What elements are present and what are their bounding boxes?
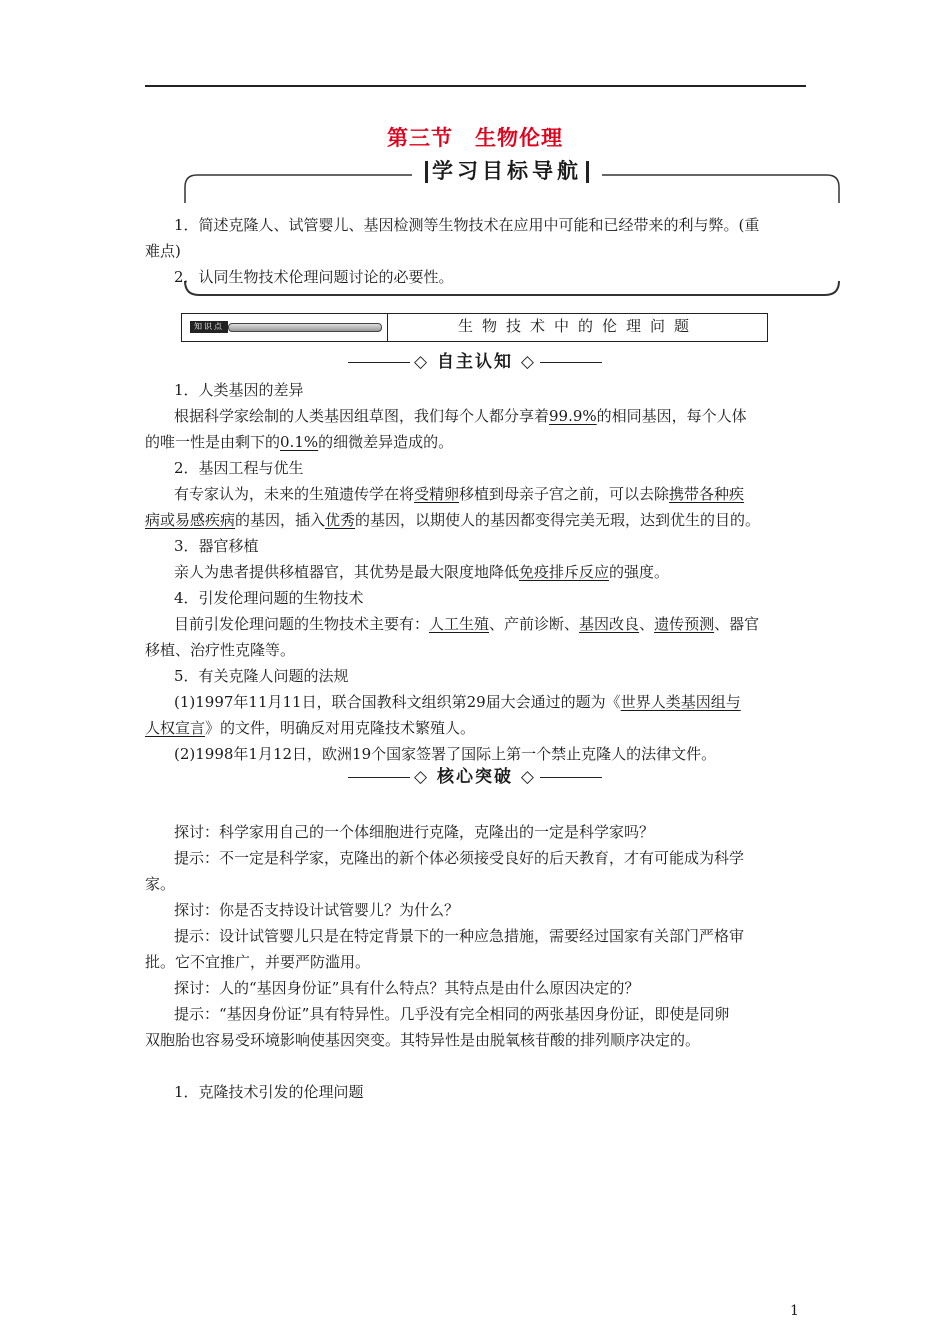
decorative-bar — [228, 323, 382, 332]
item-5-law-2: (2)1998年1月12日，欧洲19个国家签署了国际上第一个禁止克隆人的法律文件。 — [174, 745, 717, 763]
qa-answer-3-cont: 双胞胎也容易受环境影响使基因突变。其特异性是由脱氧核苷酸的排列顺序决定的。 — [145, 1031, 701, 1049]
item-1-text: 根据科学家绘制的人类基因组草图，我们每个人都分享着99.9%的相同基因，每个人体 — [174, 407, 747, 425]
qa-question-2: 探讨：你是否支持设计试管婴儿？为什么？ — [174, 901, 460, 919]
qa-question-1: 探讨：科学家用自己的一个体细胞进行克隆，克隆出的一定是科学家吗？ — [174, 823, 655, 841]
qa-answer-2-cont: 批。它不宜推广，并要严防滥用。 — [145, 953, 371, 971]
learning-goals-label: 学习目标导航 — [412, 156, 602, 186]
page-title: 第三节 生物伦理 — [387, 125, 563, 150]
knowledge-point-badge: 知识点 — [190, 321, 228, 333]
section-heading-core-breakthrough: ◇ 核心突破 ◇ — [0, 762, 950, 787]
item-2-heading: 2．基因工程与优生 — [174, 459, 304, 477]
item-1-text-cont: 的唯一性是由剩下的0.1%的细微差异造成的。 — [145, 433, 454, 451]
item-4-text-cont: 移植、治疗性克隆等。 — [145, 641, 296, 659]
item-4-heading: 4．引发伦理问题的生物技术 — [174, 589, 364, 607]
item-3-heading: 3．器官移植 — [174, 537, 259, 555]
page-number: 1 — [790, 1303, 799, 1319]
item-4-text: 目前引发伦理问题的生物技术主要有：人工生殖、产前诊断、基因改良、遗传预测、器官 — [174, 615, 760, 633]
objective-1: 1．简述克隆人、试管婴儿、基因检测等生物技术在应用中可能和已经带来的利与弊。(重 — [174, 216, 760, 234]
qa-question-3: 探讨：人的“基因身份证”具有什么特点？其特点是由什么原因决定的？ — [174, 979, 640, 997]
knowledge-point-tag — [182, 314, 388, 341]
item-5-law-1: (1)1997年11月11日，联合国教科文组织第29届大会通过的题为《世界人类基因组与 — [174, 693, 741, 711]
qa-answer-1: 提示：不一定是科学家，克隆出的新个体必须接受良好的后天教育，才有可能成为科学 — [174, 849, 745, 867]
knowledge-point-bar — [181, 313, 768, 342]
top-rule — [145, 85, 806, 87]
item-3-text: 亲人为患者提供移植器官，其优势是最大限度地降低免疫排斥反应的强度。 — [174, 563, 670, 581]
qa-answer-3: 提示：“基因身份证”具有特异性。几乎没有完全相同的两张基因身份证，即使是同卵 — [174, 1005, 730, 1023]
item-5-law-1-cont: 人权宣言》的文件，明确反对用克隆技术繁殖人。 — [145, 719, 476, 737]
item-2-text-cont: 病或易感疾病的基因，插入优秀的基因，以期使人的基因都变得完美无瑕，达到优生的目的。 — [145, 511, 761, 529]
item-2-text: 有专家认为，未来的生殖遗传学在将受精卵移植到母亲子宫之前，可以去除携带各种疾 — [174, 485, 745, 503]
qa-answer-2: 提示：设计试管婴儿只是在特定背景下的一种应急措施，需要经过国家有关部门严格审 — [174, 927, 745, 945]
qa-answer-1-cont: 家。 — [145, 875, 176, 893]
item-1-heading: 1．人类基因的差异 — [174, 381, 304, 399]
item-5-heading: 5．有关克隆人问题的法规 — [174, 667, 349, 685]
section-heading-self-learning: ◇ 自主认知 ◇ — [0, 347, 950, 372]
objective-2: 2．认同生物技术伦理问题讨论的必要性。 — [174, 268, 454, 286]
subsection-heading: 1．克隆技术引发的伦理问题 — [174, 1083, 364, 1101]
objective-1-cont: 难点) — [145, 242, 181, 260]
knowledge-point-title: 生物技术中的伦理问题 — [457, 317, 698, 335]
